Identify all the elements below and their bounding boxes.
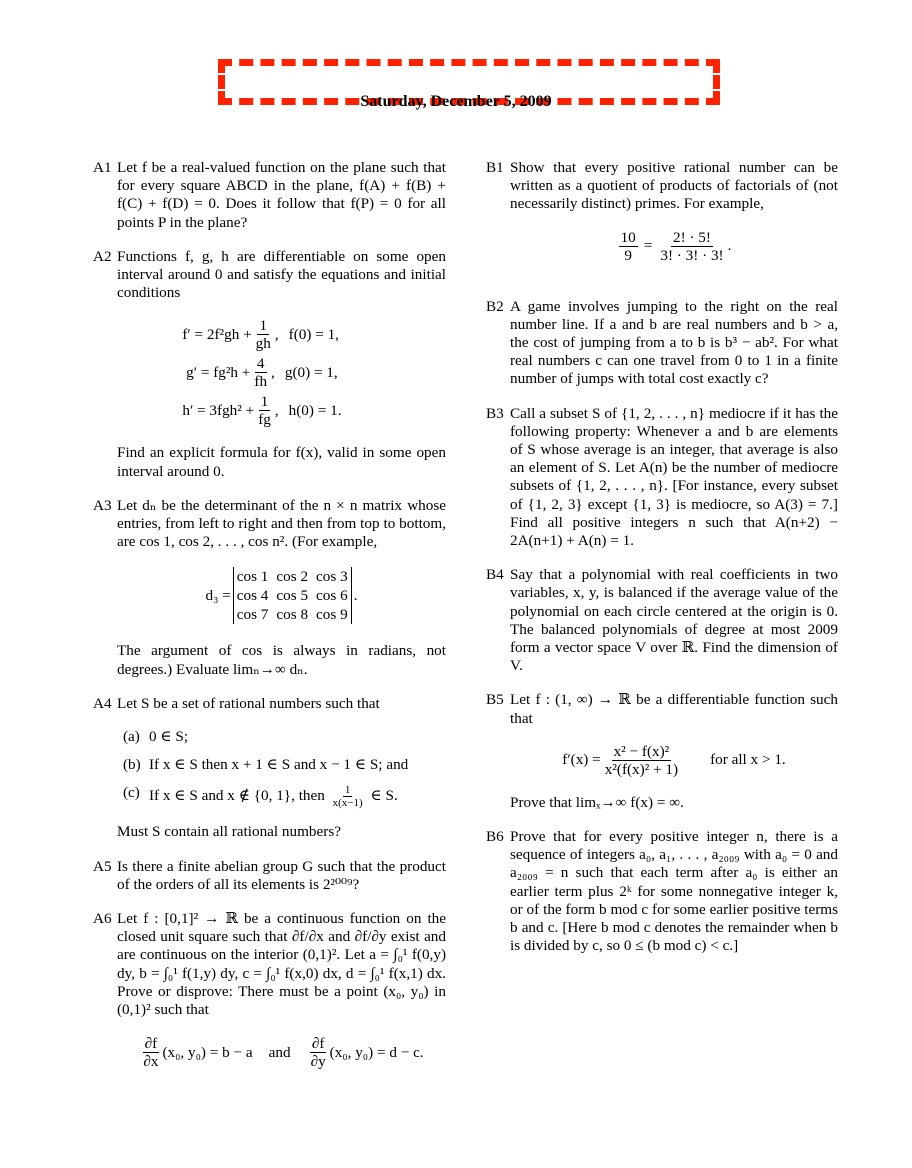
fraction: $\frac{1}{x(x-1)}$ bbox=[332, 784, 363, 810]
display-equation: f′(x) = $\frac{\text{x² − f(x)²}}{\text{x²(f(x)² + 1)}}$ for all x > 1. bbox=[562, 742, 786, 778]
problem-label: B2 bbox=[486, 297, 504, 315]
problem-label: B4 bbox=[486, 566, 504, 584]
matrix-cell: cos 3 bbox=[316, 568, 348, 586]
problem-label: B6 bbox=[486, 828, 504, 846]
problem-intro: Let f : (1, ∞) → ℝ be a differentiable function such that bbox=[510, 691, 838, 727]
problem-b1 bbox=[486, 159, 838, 282]
left-column bbox=[93, 159, 446, 1089]
problem-label: B1 bbox=[486, 159, 504, 176]
problem-b5 bbox=[486, 691, 838, 812]
fraction: $\frac{1}{fg}$ bbox=[258, 393, 271, 429]
problem-intro: Let dₙ be the determinant of the n × n matrix whose entries, from left to right and then from top to bottom, are cos 1, cos 2, . . . , cos n². (For example, bbox=[117, 496, 446, 551]
problem-a4 bbox=[93, 695, 446, 842]
initial-condition: f(0) = 1, bbox=[288, 325, 339, 343]
problem-label: A2 bbox=[93, 247, 112, 265]
problem-text: Call a subset S of {1, 2, . . . , n} mediocre if it has the following property: Whenever a and b are elements of S whose average is an integer, that average is also an element of S. Let A(n) be the number of mediocre subsets of {1, 2, . . . , n}. [For instance, every subset of {1, 2, 3} except {1, 3} is mediocre, so A(3) = 7.] Find all positive integers n such that A(n+2) − 2A(n+1) + A(n) = 1. bbox=[510, 404, 838, 550]
list-item: (a) 0 ∈ S; bbox=[123, 728, 189, 746]
problem-intro: Let S be a set of rational numbers such that bbox=[117, 694, 380, 712]
fraction: $\frac{\text{x² − f(x)²}}{\text{x²(f(x)² + 1)}}$ bbox=[604, 742, 679, 778]
problem-text: A game involves jumping to the right on the real number line. If a and b are real numbers and b > a, the cost of jumping from a to b is b³ − ab². For what real numbers c can one travel from 0 to 1 in a finite number of jumps with total cost exactly c? bbox=[510, 297, 838, 388]
problem-text: Let f : [0,1]² → ℝ be a continuous function on the closed unit square such that ∂f/∂x and ∂f/∂y exist and are continuous on the interior (0,1)². Let a = ∫₀¹ f(0,y) dy, b = ∫₀¹ f(1,y) dy, c = ∫₀¹ f(x,0) dx, d = ∫₀¹ f(x,1) dx. Prove or disprove: There must be a point (x₀, y₀) in (0,1)² such that bbox=[117, 910, 446, 1019]
initial-condition: h(0) = 1. bbox=[288, 401, 342, 419]
problem-a5 bbox=[93, 858, 446, 894]
problem-text: Prove that for every positive integer n, there is a sequence of integers a₀, a₁, . . . , a₂₀₀₉ with a₀ = 0 and a₂₀₀₉ = n such that each term after a₀ is either an earlier term plus 2ᵏ for some nonnegative integer k, or of the form b mod c for some earlier positive terms b and c. [Here b mod c denotes the remainder when b is divided by c, so 0 ≤ (b mod c) < c.] bbox=[510, 828, 838, 955]
problem-text: Show that every positive rational number can be written as a quotient of products of factorials of (not necessarily distinct) primes. For example, bbox=[510, 159, 838, 213]
fraction: $\frac{10}{9}$ bbox=[620, 228, 636, 264]
display-equation: $\frac{10}{9}$ = $\frac{2! \cdot 5!}{3! \cdot 3! \cdot 3!}$ . bbox=[620, 228, 732, 264]
problem-b6 bbox=[486, 828, 838, 955]
problem-intro: Functions f, g, h are differentiable on some open interval around 0 and satisfy the equations and initial conditions bbox=[117, 247, 446, 302]
matrix-cell: cos 5 bbox=[276, 587, 309, 605]
problem-b4 bbox=[486, 566, 838, 675]
problem-outro: The argument of cos is always in radians, not degrees.) Evaluate limₙ→∞ dₙ. bbox=[117, 642, 446, 678]
fraction: $\frac{1}{gh}$ bbox=[255, 317, 271, 353]
matrix-cell: cos 7 bbox=[236, 606, 269, 624]
problem-label: A4 bbox=[93, 694, 112, 712]
equation-lhs: g′ = fg²h + bbox=[186, 363, 251, 381]
problem-label: A5 bbox=[93, 857, 112, 875]
problem-a1 bbox=[93, 159, 446, 232]
matrix bbox=[233, 567, 352, 624]
condition-list bbox=[117, 728, 446, 809]
determinant-example: d₃ = cos 1 cos 2 cos 3 cos 4 cos 5 cos 6 cos 7 cos 8 cos 9 . bbox=[205, 568, 358, 624]
matrix-cell: cos 4 bbox=[236, 587, 269, 605]
equation-row: g′ = fg²h + $\frac{4}{fh}$ , g(0) = 1, bbox=[117, 355, 446, 390]
equation-lhs: h′ = 3fgh² + bbox=[182, 401, 255, 419]
partial-derivative-x: $\frac{\partial f}{\partial x}$ bbox=[143, 1035, 159, 1071]
matrix-lhs: d₃ = bbox=[205, 586, 231, 604]
problem-label: B3 bbox=[486, 404, 504, 422]
matrix-cell: cos 6 bbox=[316, 587, 348, 605]
matrix-cell: cos 9 bbox=[316, 606, 348, 624]
problem-b3 bbox=[486, 405, 838, 551]
right-column bbox=[486, 159, 838, 972]
problem-text: Say that a polynomial with real coefficients in two variables, x, y, is balanced if the average value of the polynomial on each circle centered at the origin is 0. The balanced polynomials of degree at most 2009 form a vector space V over ℝ. Find the dimension of V. bbox=[510, 566, 838, 675]
problem-label: A1 bbox=[93, 159, 112, 176]
problem-label: A6 bbox=[93, 910, 112, 928]
fraction: $\frac{2! \cdot 5!}{3! \cdot 3! \cdot 3!}$ bbox=[660, 228, 724, 264]
equation-row: h′ = 3fgh² + $\frac{1}{fg}$ , h(0) = 1. bbox=[117, 393, 446, 428]
equation-system bbox=[117, 317, 446, 428]
equation-row: f′ = 2f²gh + $\frac{1}{gh}$ , f(0) = 1, bbox=[117, 317, 446, 352]
matrix-cell: cos 8 bbox=[276, 606, 309, 624]
problem-a3 bbox=[93, 497, 446, 679]
partial-derivative-y: $\frac{\partial f}{\partial y}$ bbox=[310, 1035, 326, 1071]
matrix-cell: cos 2 bbox=[276, 568, 309, 586]
list-item: (b) If x ∈ S then x + 1 ∈ S and x − 1 ∈ S; and bbox=[123, 756, 409, 774]
fraction: $\frac{4}{fh}$ bbox=[254, 355, 268, 391]
problem-text: Let f be a real-valued function on the plane such that for every square ABCD in the plane, f(A) + f(B) + f(C) + f(D) = 0. Does it follow that f(P) = 0 for all points P in the plane? bbox=[117, 159, 446, 231]
initial-condition: g(0) = 1, bbox=[284, 363, 338, 381]
problem-b2 bbox=[486, 298, 838, 389]
problem-label: B5 bbox=[486, 691, 504, 709]
problem-outro: Find an explicit formula for f(x), valid in some open interval around 0. bbox=[117, 444, 446, 480]
problem-label: A3 bbox=[93, 496, 112, 514]
problem-a6 bbox=[93, 910, 446, 1073]
list-item: (c) If x ∈ S and x ∉ {0, 1}, then $\frac{1}{x(x-1)}$ ∈ S. bbox=[123, 784, 398, 810]
problem-outro: Prove that limₓ→∞ f(x) = ∞. bbox=[510, 793, 684, 811]
problem-outro: Must S contain all rational numbers? bbox=[117, 823, 341, 841]
problem-a2 bbox=[93, 248, 446, 481]
problem-text: Is there a finite abelian group G such that the product of the orders of all its elements is 2²⁰⁰⁹? bbox=[117, 857, 446, 893]
equation-lhs: f′ = 2f²gh + bbox=[182, 325, 252, 343]
matrix-cell: cos 1 bbox=[236, 568, 269, 586]
page-title: Saturday, December 5, 2009 bbox=[360, 93, 552, 110]
display-equation: $\frac{\partial f}{\partial x}$ (x₀, y₀) = b − a and $\frac{\partial f}{\partial y}$ (x₀, y₀) = d − c. bbox=[143, 1035, 424, 1071]
